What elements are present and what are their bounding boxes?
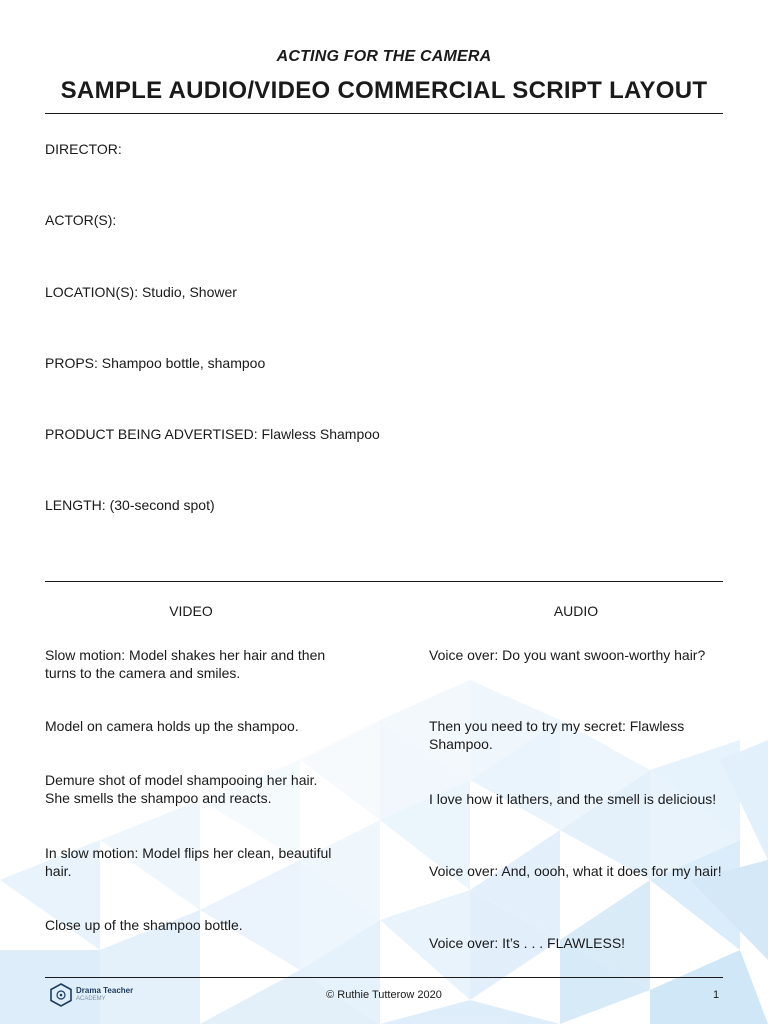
field-label: LOCATION(S): — [45, 284, 139, 300]
field-director — [45, 140, 122, 158]
field-label: DIRECTOR: — [45, 141, 122, 157]
audio-cue: Voice over: It’s . . . FLAWLESS! — [429, 935, 626, 951]
field-props — [45, 354, 265, 372]
field-label: PROPS: — [45, 355, 98, 371]
field-value: Studio, Shower — [141, 284, 237, 300]
document-title: SAMPLE AUDIO/VIDEO COMMERCIAL SCRIPT LAYOUT — [60, 77, 708, 104]
footer-divider — [45, 977, 723, 978]
field-value: Shampoo bottle, shampoo — [101, 355, 266, 371]
logo-subtext: ACADEMY — [76, 996, 106, 1002]
field-locations — [45, 283, 237, 301]
audio-cue: I love how it lathers, and the smell is delicious! — [429, 791, 717, 807]
video-cue: Demure shot of model shampooing her hair. She smells the shampoo and reacts. — [45, 772, 318, 806]
copyright-notice: © Ruthie Tutterow 2020 — [326, 989, 442, 1001]
video-cue: Model on camera holds up the shampoo. — [45, 718, 299, 734]
field-label: PRODUCT BEING ADVERTISED: — [45, 426, 258, 442]
video-column-header: VIDEO — [169, 603, 213, 619]
script-divider — [45, 581, 723, 582]
audio-column-header: AUDIO — [553, 603, 599, 619]
field-actors — [45, 211, 116, 229]
document-subtitle: ACTING FOR THE CAMERA — [276, 48, 492, 65]
video-cue: In slow motion: Model flips her clean, beautiful hair. — [45, 845, 332, 879]
field-value: (30-second spot) — [109, 497, 215, 513]
title-divider — [45, 113, 723, 114]
audio-cue: Voice over: And, oooh, what it does for my hair! — [429, 863, 722, 879]
video-cue: Close up of the shampoo bottle. — [45, 917, 243, 933]
logo-text: Drama Teacher — [76, 986, 134, 995]
field-value: Flawless Shampoo — [261, 426, 380, 442]
video-cue: Slow motion: Model shakes her hair and then turns to the camera and smiles. — [45, 647, 326, 681]
field-label: ACTOR(S): — [45, 212, 117, 228]
audio-cue: Voice over: Do you want swoon-worthy hair? — [429, 647, 706, 663]
audio-cue: Then you need to try my secret: Flawless Shampoo. — [429, 718, 685, 752]
field-length — [45, 496, 215, 514]
field-product — [45, 425, 380, 443]
field-label: LENGTH: — [45, 497, 106, 513]
page-number: 1 — [713, 989, 720, 1001]
